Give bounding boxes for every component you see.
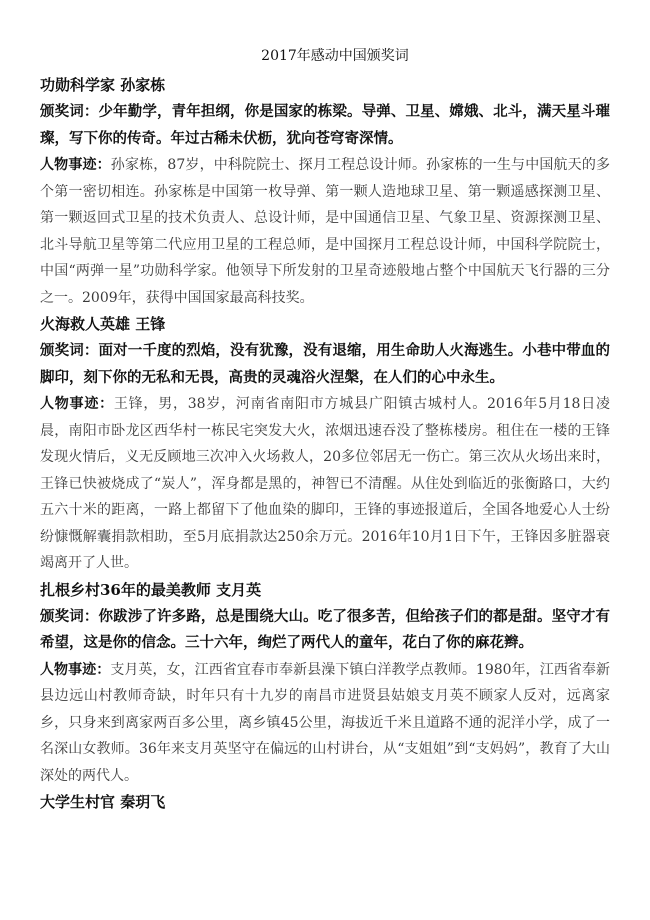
award-text: 你跋涉了许多路，总是围绕大山。吃了很多苦，但给孩子们的都是甜。坚守才有希望，这是你的信念。三十六年，绚烂了两代人的童年，花白了你的麻花辫。 — [40, 607, 611, 651]
award-label: 颁奖词： — [40, 103, 99, 120]
story-paragraph — [40, 152, 610, 311]
section-heading: 火海救人英雄 王锋 — [40, 315, 166, 333]
award-text: 面对一千度的烈焰，没有犹豫，没有退缩，用生命助人火海逃生。小巷中带血的脚印，刻下你的无私和无畏，高贵的灵魂浴火涅槃，在人们的心中永生。 — [40, 342, 611, 386]
award-citation — [40, 604, 610, 657]
story-paragraph — [40, 657, 610, 790]
section-wang-feng — [40, 311, 610, 577]
section-heading: 扎根乡村36年的最美教师 支月英 — [40, 580, 262, 599]
section-heading: 大学生村官 秦玥飞 — [40, 793, 166, 811]
award-text: 少年勤学，青年担纲，你是国家的栋梁。导弹、卫星、嫦娥、北斗，满天星斗璀璨，写下你的传奇。年过古稀未伏枥，犹向苍穹寄深情。 — [40, 103, 611, 147]
story-label: 人物事迹： — [40, 661, 111, 678]
section-zhi-yueying — [40, 577, 610, 790]
story-label: 人物事迹： — [40, 396, 114, 412]
story-text: 支月英，女，江西省宜春市奉新县澡下镇白洋教学点教师。1980年，江西省奉新县边远山村教师奇缺，时年只有十九岁的南昌市进贤县姑娘支月英不顾家人反对，远离家乡，只身来到离家两百多公里，离乡镇45公里，海拔近千米且道路不通的泥洋小学，成了一名深山女教师。36年来支月英坚守在偏远的山村讲台，从“支姐姐”到“支妈妈”，教育了大山深处的两代人。 — [40, 661, 610, 784]
award-citation — [40, 99, 610, 152]
document-title: 2017年感动中国颁奖词 — [261, 48, 409, 64]
award-label: 颁奖词： — [40, 342, 99, 359]
story-paragraph — [40, 391, 610, 577]
story-text: 王锋，男，38岁，河南省南阳市方城县广阳镇古城村人。2016年5月18日凌晨，南阳市卧龙区西华村一栋民宅突发大火，浓烟迅速吞没了整栋楼房。租住在一楼的王锋发现火情后，义无反顾地三次冲入火场救人，20多位邻居无一伤亡。第三次从火场出来时，王锋已快被烧成了“炭人”，浑身都是黑的，神智已不清醒。从住处到临近的张衡路口，大约五六十米的距离，一路上都留下了他血染的脚印，王锋的事迹报道后，全国各地爱心人士纷纷慷慨解囊捐款相助，至5月底捐款达250余万元。2016年10月1日下午，王锋因多脏器衰竭离开了人世。 — [40, 396, 611, 571]
award-label: 颁奖词： — [40, 607, 99, 625]
story-text: 孙家栋，87岁，中科院院士、探月工程总设计师。孙家栋的一生与中国航天的多个第一密切相连。孙家栋是中国第一枚导弹、第一颗人造地球卫星、第一颗遥感探测卫星、第一颗返回式卫星的技术负责人、总设计师，是中国通信卫星、气象卫星、资源探测卫星、北斗导航卫星等第二代应用卫星的工程总师，是中国探月工程总设计师，中国科学院院士，中国“两弹一星”功勋科学家。他领导下所发射的卫星奇迹般地占整个中国航天飞行器的三分之一。2009年，获得中国国家最高科技奖。 — [40, 157, 611, 306]
section-heading: 功勋科学家 孙家栋 — [40, 76, 166, 94]
section-sun-jiadong — [40, 72, 610, 311]
award-citation — [40, 338, 610, 391]
story-label: 人物事迹： — [40, 157, 111, 173]
section-qin-yuefei — [40, 789, 610, 816]
